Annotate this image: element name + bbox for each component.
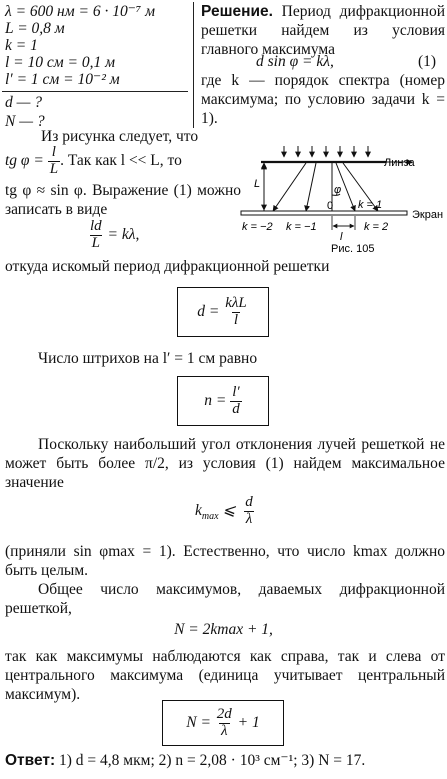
given-l: l = 10 см = 0,1 м bbox=[5, 54, 116, 71]
paragraph-period: откуда искомый период дифракционной решетки bbox=[5, 258, 330, 275]
answer-line bbox=[5, 752, 445, 771]
paragraph-lines-count: Число штрихов на l′ = 1 см равно bbox=[38, 350, 258, 367]
paragraph-expression: tg φ ≈ sin φ. Выражение (1) можно записать в виде bbox=[5, 182, 241, 218]
formula-box-d bbox=[177, 287, 269, 337]
paragraph-total-maxima: Общее число максимумов, даваемых дифракционной решеткой, bbox=[5, 581, 445, 617]
L-label: L bbox=[254, 178, 261, 190]
unknowns bbox=[5, 94, 45, 132]
solution-where: где k — порядок спектра (номер максимума; по условию задачи k = 1). bbox=[201, 72, 445, 127]
solution-heading: Решение. bbox=[201, 3, 273, 20]
figure-caption: Рис. 105 bbox=[331, 243, 375, 255]
kmax-fraction: $\frac{d}{\lambda}$ bbox=[245, 494, 253, 527]
formula-box-N bbox=[162, 700, 284, 746]
screen-label: Экран bbox=[412, 209, 444, 221]
formula-n-lhs: n = bbox=[204, 391, 231, 409]
formula-n-fraction: $\frac{l'}{d}$ bbox=[232, 383, 240, 417]
solution-intro-text: Период дифракционной решетки найдем из условия главного максимума bbox=[201, 3, 445, 58]
equation-1-number: (1) bbox=[418, 53, 437, 70]
k-2-label: k = 2 bbox=[364, 221, 389, 233]
unknown-N: N — ? bbox=[5, 112, 45, 130]
figure-105 bbox=[236, 140, 447, 268]
l-label: l bbox=[340, 231, 343, 243]
tg-condition: . Так как l << L, то bbox=[60, 151, 182, 169]
k1-top-label: k = 1 bbox=[358, 199, 383, 211]
lens-label: Линза bbox=[384, 157, 415, 169]
unknown-d: d — ? bbox=[5, 94, 43, 111]
tg-den: L bbox=[49, 160, 59, 177]
kmax-lhs: $k_{max}$ ⩽ bbox=[195, 501, 240, 522]
formula-N-fraction: $\frac{2d}{\lambda}$ bbox=[216, 705, 232, 739]
paragraph-symmetry: так как максимумы наблюдаются как справа, так и слева от центрального максимума (единица учитывает центральный максимум). bbox=[5, 648, 445, 703]
given-k: k = 1 bbox=[5, 37, 38, 54]
incoming-rays bbox=[284, 146, 368, 157]
solution-intro bbox=[201, 3, 445, 60]
paragraph-sin-max: (приняли sin φmax = 1). Естественно, что число kmax должно быть целым. bbox=[5, 543, 445, 579]
screen bbox=[241, 211, 407, 215]
eq2-rhs: = kλ, bbox=[107, 225, 140, 243]
formula-d-fraction: $\frac{\text{kλL}}{l}$ bbox=[225, 294, 247, 328]
tg-fraction bbox=[48, 145, 60, 178]
given-l-prime: l′ = 1 см = 10⁻² м bbox=[5, 71, 120, 88]
formula-box-n bbox=[177, 376, 269, 426]
equation-N: N = 2kmax + 1, bbox=[174, 621, 273, 638]
given-L: L = 0,8 м bbox=[5, 20, 65, 37]
answer-text: 1) d = 4,8 мкм; 2) n = 2,08 · 10³ см⁻¹; 3) N = 17. bbox=[55, 752, 366, 769]
equation-kmax bbox=[195, 495, 255, 528]
formula-N-lhs: N = bbox=[186, 713, 215, 731]
given-block bbox=[5, 3, 185, 88]
k-minus-1-label: k = −1 bbox=[286, 221, 317, 233]
tg-num: l bbox=[51, 144, 56, 160]
k-minus-2-label: k = −2 bbox=[242, 221, 273, 233]
phi-label: φ bbox=[334, 184, 342, 196]
formula-N-plus: + 1 bbox=[233, 713, 260, 731]
answer-label: Ответ: bbox=[5, 752, 56, 769]
tg-label: tg φ = bbox=[5, 151, 44, 169]
tg-line bbox=[5, 145, 245, 178]
paragraph-figure-follows: Из рисунка следует, что bbox=[41, 128, 199, 145]
given-divider bbox=[2, 91, 188, 92]
given-vertical-divider bbox=[193, 2, 194, 128]
formula-d-lhs: d = bbox=[197, 302, 224, 320]
paragraph-max-angle: Поскольку наибольший угол отклонения лучей решеткой не может быть более π/2, из условия (1) найдем максимальное значение bbox=[5, 436, 445, 491]
eq2-fraction: $\frac{ld}{L}$ bbox=[90, 218, 102, 251]
zero-label: 0 bbox=[327, 200, 334, 212]
given-wavelength: λ = 600 нм = 6 · 10⁻⁷ м bbox=[5, 3, 156, 20]
equation-2 bbox=[88, 219, 139, 252]
equation-1: d sin φ = kλ, bbox=[256, 53, 334, 70]
